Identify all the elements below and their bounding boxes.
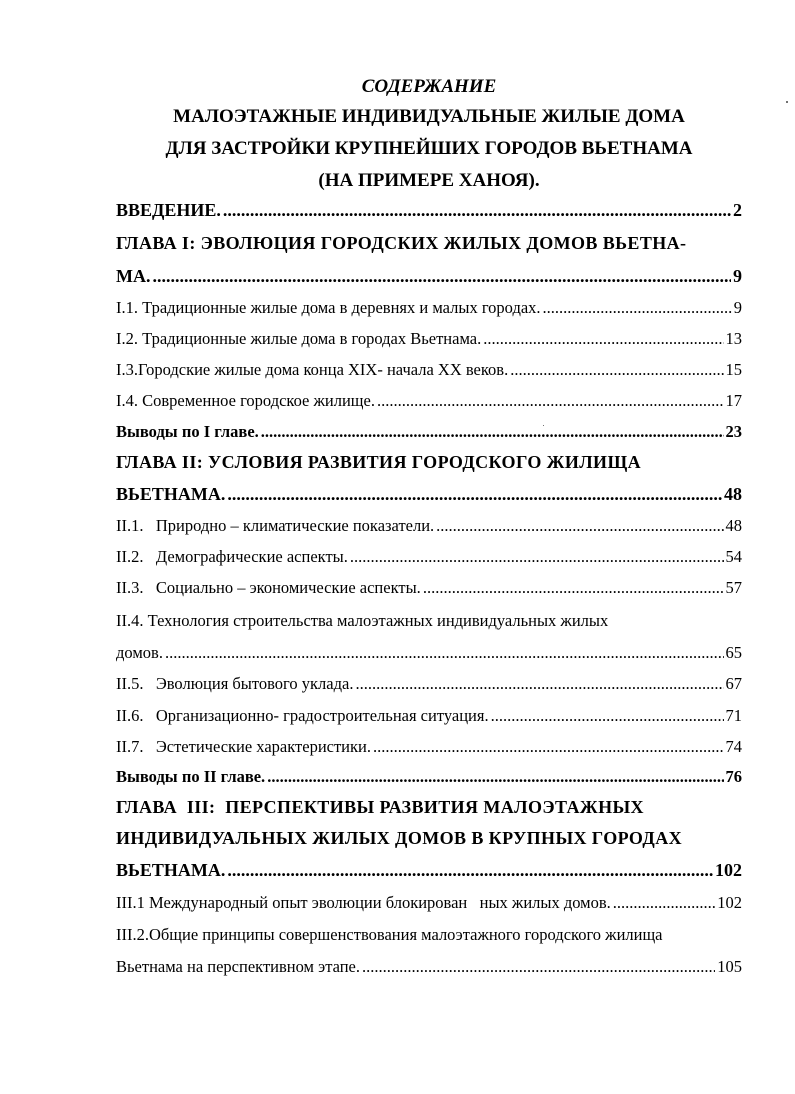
toc-entry-page: 102: [715, 860, 742, 880]
toc-entry-page: 54: [725, 547, 742, 566]
toc-conclusions-2[interactable]: [116, 767, 742, 787]
toc-entry-page: 57: [725, 578, 742, 597]
toc-section-2-6[interactable]: [116, 706, 742, 726]
toc-conclusions-1[interactable]: [116, 422, 742, 442]
subtitle-line-1: МАЛОЭТАЖНЫЕ ИНДИВИДУАЛЬНЫЕ ЖИЛЫЕ ДОМА: [173, 106, 685, 127]
toc-entry-label: ВЬЕТНАМА.: [116, 860, 226, 880]
toc-entry-label: ГЛАВА II: УСЛОВИЯ РАЗВИТИЯ ГОРОДСКОГО ЖИЛИЩА: [116, 452, 642, 472]
toc-entry-label: Выводы по I главе.: [116, 422, 259, 441]
toc-entry-label: Выводы по II главе.: [116, 767, 266, 786]
toc-entry-page: 76: [725, 767, 742, 786]
toc-entry-introduction[interactable]: [116, 200, 742, 221]
toc-entry-label: II.6. Организационно- градостроительная ситуация.: [116, 706, 489, 725]
toc-section-1-1[interactable]: [116, 298, 742, 318]
toc-entry-page: 13: [725, 329, 742, 348]
leader-dots: [267, 767, 723, 787]
toc-entry-page: 71: [725, 706, 742, 725]
leader-dots: [227, 484, 722, 505]
leader-dots: [377, 391, 724, 411]
leader-dots: [223, 200, 731, 221]
toc-section-2-2[interactable]: [116, 547, 742, 567]
toc-entry-page: 9: [733, 298, 742, 317]
toc-entry-label: ГЛАВА I: ЭВОЛЮЦИЯ ГОРОДСКИХ ЖИЛЫХ ДОМОВ ВЬЕТНА-: [116, 233, 687, 253]
leader-dots: [355, 674, 723, 694]
toc-section-1-4[interactable]: [116, 391, 742, 411]
toc-entry-page: 23: [725, 422, 742, 441]
leader-dots: [436, 516, 723, 536]
leader-dots: [153, 266, 732, 287]
toc-entry-page: 48: [724, 484, 742, 504]
leader-dots: [227, 860, 713, 881]
toc-entry-page: 9: [733, 266, 742, 286]
leader-dots: [350, 547, 724, 567]
toc-entry-label: домов.: [116, 643, 163, 662]
scan-speck: [543, 425, 544, 426]
toc-entry-label: Вьетнама на перспективном этапе.: [116, 957, 360, 976]
toc-entry-label: III.1 Международный опыт эволюции блокирован ных жилых домов.: [116, 893, 611, 912]
toc-entry-label: I.4. Современное городское жилище.: [116, 391, 375, 410]
toc-section-3-2[interactable]: [116, 925, 742, 945]
toc-entry-page: 2: [733, 200, 742, 220]
toc-chapter-1-heading[interactable]: [116, 233, 742, 254]
toc-entry-label: ИНДИВИДУАЛЬНЫХ ЖИЛЫХ ДОМОВ В КРУПНЫХ ГОРОДАХ: [116, 828, 682, 848]
leader-dots: [491, 706, 724, 726]
toc-entry-label: ВЬЕТНАМА.: [116, 484, 226, 504]
leader-dots: [165, 643, 724, 663]
toc-entry-label: II.2. Демографические аспекты.: [116, 547, 348, 566]
leader-dots: [483, 329, 723, 349]
toc-entry-page: 102: [717, 893, 742, 912]
toc-section-2-3[interactable]: [116, 578, 742, 598]
toc-entry-label: II.3. Социально – экономические аспекты.: [116, 578, 421, 597]
toc-entry-label: II.7. Эстетические характеристики.: [116, 737, 371, 756]
toc-section-2-1[interactable]: [116, 516, 742, 536]
leader-dots: [613, 893, 715, 913]
toc-entry-page: 48: [725, 516, 742, 535]
leader-dots: [373, 737, 724, 757]
toc-section-3-2-end[interactable]: [116, 957, 742, 977]
toc-entry-label: I.1. Традиционные жилые дома в деревнях и малых городах.: [116, 298, 541, 317]
toc-chapter-3-heading-end[interactable]: [116, 860, 742, 881]
leader-dots: [362, 957, 715, 977]
subtitle-line-2: ДЛЯ ЗАСТРОЙКИ КРУПНЕЙШИХ ГОРОДОВ ВЬЕТНАМА: [165, 138, 693, 159]
toc-chapter-1-heading-end[interactable]: [116, 266, 742, 287]
toc-entry-page: 67: [725, 674, 742, 693]
toc-entry-label: I.2. Традиционные жилые дома в городах Вьетнама.: [116, 329, 482, 348]
toc-entry-label: I.3.Городские жилые дома конца XIX- начала XX веков.: [116, 360, 509, 379]
leader-dots: [543, 298, 732, 318]
toc-entry-page: 15: [725, 360, 742, 379]
toc-chapter-3-heading-cont[interactable]: [116, 828, 742, 849]
toc-entry-label: II.1. Природно – климатические показатели.: [116, 516, 435, 535]
subtitle-line-3: (НА ПРИМЕРЕ ХАНОЯ).: [318, 170, 540, 191]
scan-speck: [786, 101, 788, 103]
toc-section-2-4-end[interactable]: [116, 643, 742, 663]
leader-dots: [261, 422, 724, 442]
toc-section-1-2[interactable]: [116, 329, 742, 349]
toc-title: СОДЕРЖАНИЕ: [361, 76, 497, 97]
toc-section-2-4[interactable]: [116, 611, 742, 631]
leader-dots: [510, 360, 723, 380]
leader-dots: [423, 578, 724, 598]
toc-chapter-3-heading[interactable]: [116, 797, 742, 818]
toc-chapter-2-heading-end[interactable]: [116, 484, 742, 505]
toc-entry-label: II.4. Технология строительства малоэтажных индивидуальных жилых: [116, 611, 609, 630]
toc-entry-label: II.5. Эволюция бытового уклада.: [116, 674, 354, 693]
toc-chapter-2-heading[interactable]: [116, 452, 742, 473]
toc-entry-label: III.2.Общие принципы совершенствования малоэтажного городского жилища: [116, 925, 663, 944]
toc-entry-page: 74: [725, 737, 742, 756]
toc-entry-page: 17: [725, 391, 742, 410]
toc-entry-label: ГЛАВА III: ПЕРСПЕКТИВЫ РАЗВИТИЯ МАЛОЭТАЖНЫХ: [116, 797, 644, 817]
toc-section-1-3[interactable]: [116, 360, 742, 380]
toc-entry-label: ВВЕДЕНИЕ.: [116, 200, 221, 220]
toc-section-2-5[interactable]: [116, 674, 742, 694]
toc-entry-page: 105: [717, 957, 742, 976]
toc-entry-page: 65: [725, 643, 742, 662]
toc-entry-label: МА.: [116, 266, 151, 286]
toc-section-3-1[interactable]: [116, 893, 742, 913]
toc-section-2-7[interactable]: [116, 737, 742, 757]
